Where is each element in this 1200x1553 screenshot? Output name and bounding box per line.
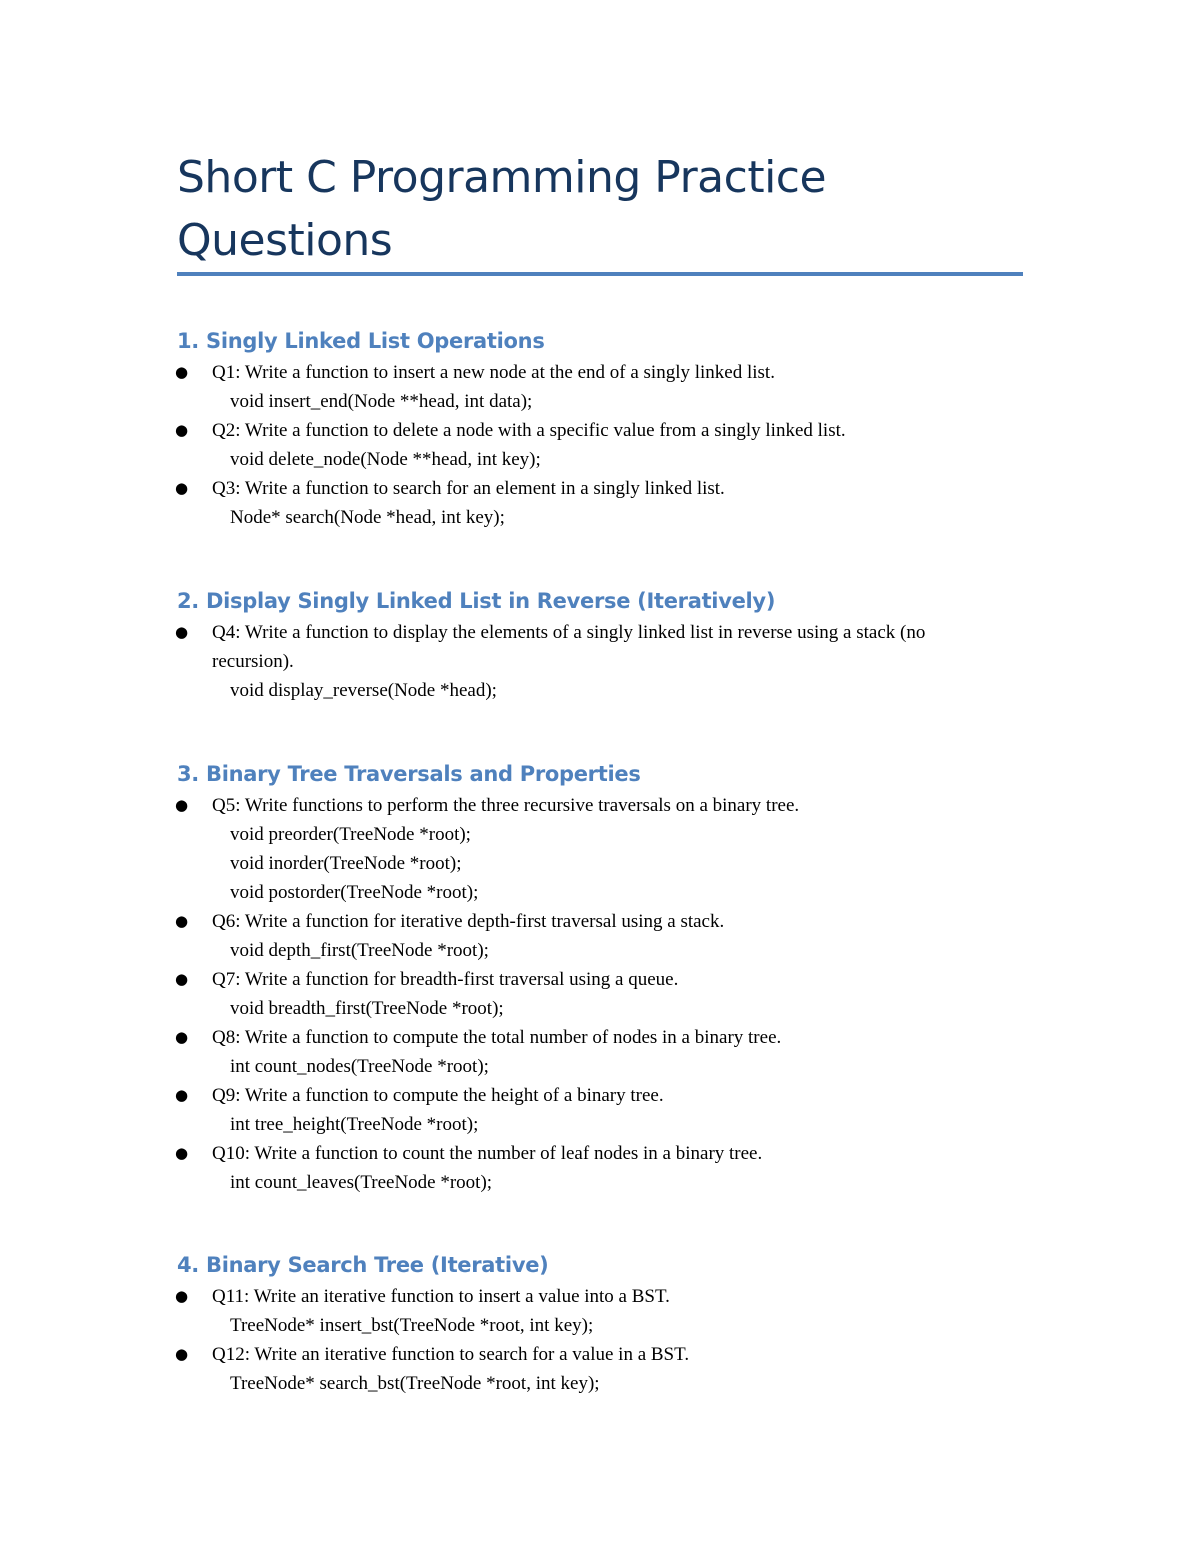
- question-item: [177, 791, 1023, 907]
- function-signature: void breadth_first(TreeNode *root);: [230, 998, 504, 1019]
- function-signature: TreeNode* search_bst(TreeNode *root, int key);: [230, 1373, 600, 1394]
- function-signature: void postorder(TreeNode *root);: [230, 882, 479, 903]
- function-signature: int count_leaves(TreeNode *root);: [230, 1172, 493, 1193]
- section-heading: 3. Binary Tree Traversals and Properties: [177, 762, 641, 786]
- document-title: Short C Programming Practice Questions: [177, 152, 827, 266]
- bullet-icon: ●: [175, 421, 189, 439]
- function-signature: void display_reverse(Node *head);: [230, 680, 497, 701]
- section-binary-search-tree: [177, 1248, 1023, 1398]
- question-item: [177, 1139, 1023, 1197]
- section-heading: 4. Binary Search Tree (Iterative): [177, 1253, 549, 1277]
- bullet-icon: ●: [175, 796, 189, 814]
- section-binary-tree: [177, 757, 1023, 1197]
- question-list: [177, 1282, 1023, 1398]
- question-list: [177, 358, 1023, 532]
- bullet-icon: ●: [175, 1028, 189, 1046]
- question-text: Q1: Write a function to insert a new node at the end of a singly linked list.: [212, 362, 775, 383]
- bullet-icon: ●: [175, 363, 189, 381]
- question-text: Q3: Write a function to search for an element in a singly linked list.: [212, 478, 725, 499]
- question-item: [177, 474, 1023, 532]
- question-text: Q8: Write a function to compute the total number of nodes in a binary tree.: [212, 1027, 782, 1048]
- function-signature: void depth_first(TreeNode *root);: [230, 940, 489, 961]
- function-signature: int tree_height(TreeNode *root);: [230, 1114, 479, 1135]
- section-heading: 1. Singly Linked List Operations: [177, 329, 545, 353]
- section-display-reverse: [177, 584, 1023, 705]
- question-item: [177, 1023, 1023, 1081]
- question-item: [177, 358, 1023, 416]
- function-signature: TreeNode* insert_bst(TreeNode *root, int key);: [230, 1315, 594, 1336]
- question-text: Q5: Write functions to perform the three recursive traversals on a binary tree.: [212, 795, 800, 816]
- question-text: Q11: Write an iterative function to insert a value into a BST.: [212, 1286, 670, 1307]
- function-signature: void preorder(TreeNode *root);: [230, 824, 471, 845]
- question-item: [177, 965, 1023, 1023]
- question-list: [177, 618, 1023, 705]
- function-signature: void inorder(TreeNode *root);: [230, 853, 462, 874]
- bullet-icon: ●: [175, 1345, 189, 1363]
- question-text: Q10: Write a function to count the number of leaf nodes in a binary tree.: [212, 1143, 763, 1164]
- question-text: Q12: Write an iterative function to search for a value in a BST.: [212, 1344, 690, 1365]
- question-text: Q6: Write a function for iterative depth-first traversal using a stack.: [212, 911, 725, 932]
- title-underline: [177, 272, 1023, 276]
- question-text: Q9: Write a function to compute the height of a binary tree.: [212, 1085, 664, 1106]
- function-signature: Node* search(Node *head, int key);: [230, 507, 505, 528]
- function-signature: void delete_node(Node **head, int key);: [230, 449, 541, 470]
- bullet-icon: ●: [175, 1086, 189, 1104]
- bullet-icon: ●: [175, 1144, 189, 1162]
- question-item: [177, 416, 1023, 474]
- section-singly-linked-list: [177, 324, 1023, 532]
- question-item: [177, 1340, 1023, 1398]
- bullet-icon: ●: [175, 479, 189, 497]
- function-signature: void insert_end(Node **head, int data);: [230, 391, 533, 412]
- question-text: Q4: Write a function to display the elements of a singly linked list in reverse using a stack (no recursion).: [212, 622, 926, 672]
- question-item: [177, 907, 1023, 965]
- question-text: Q7: Write a function for breadth-first traversal using a queue.: [212, 969, 679, 990]
- bullet-icon: ●: [175, 970, 189, 988]
- bullet-icon: ●: [175, 1287, 189, 1305]
- question-text: Q2: Write a function to delete a node with a specific value from a singly linked list.: [212, 420, 846, 441]
- question-item: [177, 1282, 1023, 1340]
- question-item: [177, 618, 1023, 705]
- section-heading: 2. Display Singly Linked List in Reverse (Iteratively): [177, 589, 776, 613]
- bullet-icon: ●: [175, 623, 189, 641]
- bullet-icon: ●: [175, 912, 189, 930]
- question-list: [177, 791, 1023, 1197]
- function-signature: int count_nodes(TreeNode *root);: [230, 1056, 489, 1077]
- question-item: [177, 1081, 1023, 1139]
